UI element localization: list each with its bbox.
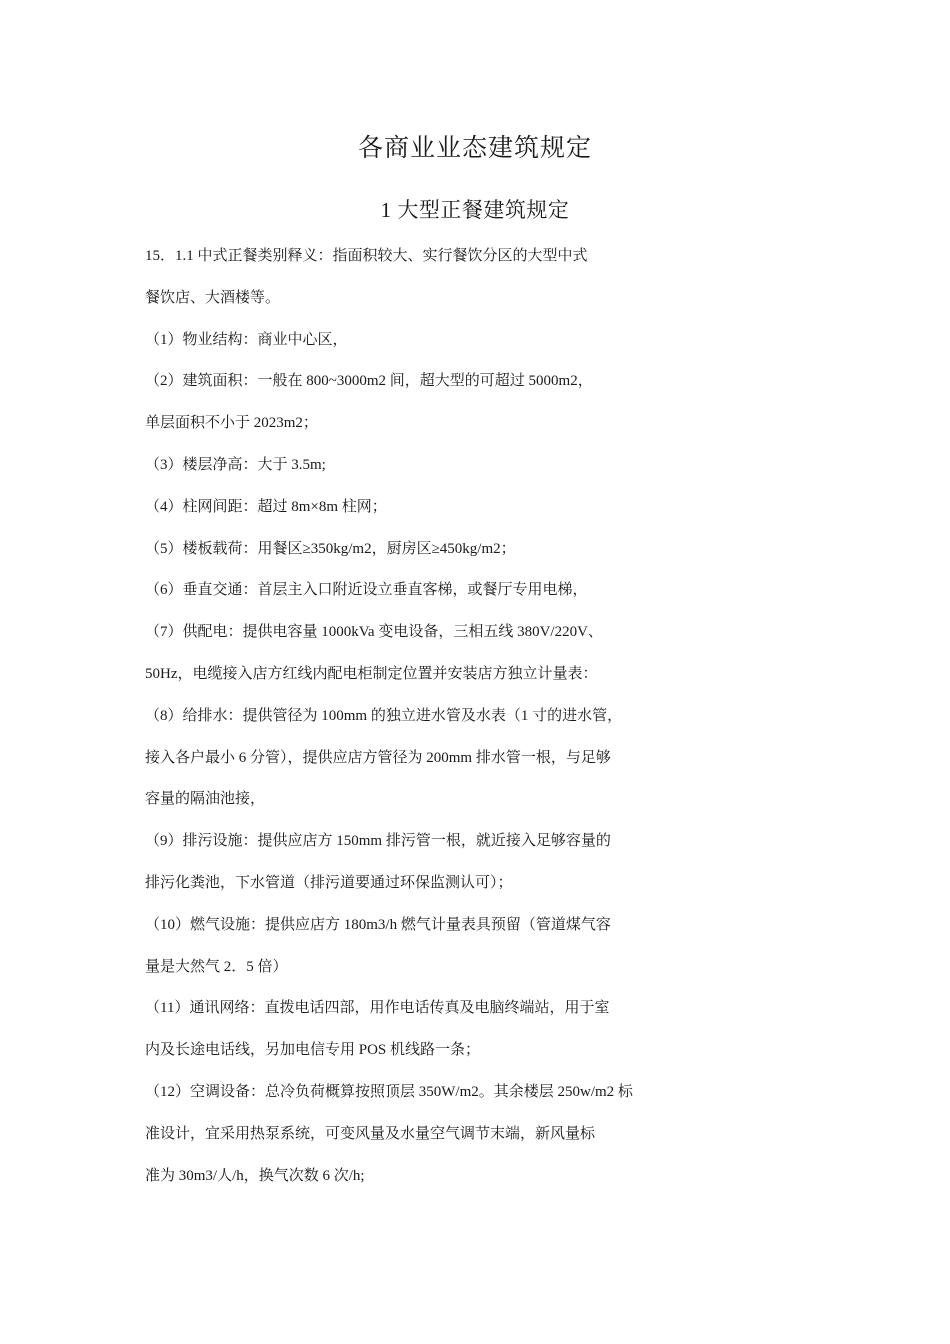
- body-line: （1）物业结构：商业中心区，: [145, 331, 348, 348]
- body-line: 准设计，宜采用热泵系统，可变风量及水量空气调节末端，新风量标: [145, 1125, 596, 1142]
- body-line: 量是大然气 2．5 倍）: [145, 958, 288, 975]
- body-line: 餐饮店、大酒楼等。: [145, 289, 281, 306]
- body-line: （11）通讯网络：直拨电话四部，用作电话传真及电脑终端站，用于室: [145, 1000, 610, 1017]
- body-line: （10）燃气设施：提供应店方 180m3/h 燃气计量表具预留（管道煤气容: [145, 916, 611, 933]
- body-line: （12）空调设备：总冷负荷概算按照顶层 350W/m2。其余楼层 250w/m2 标: [145, 1083, 633, 1100]
- body-line: 单层面积不小于 2023m2；: [145, 415, 318, 432]
- section-heading: 1 大型正餐建筑规定: [380, 198, 570, 222]
- body-line: 接入各户最小 6 分管），提供应店方管径为 200mm 排水管一根，与足够: [145, 749, 611, 766]
- body-line: （3）楼层净高：大于 3.5m;: [145, 456, 326, 473]
- body-line: （9）排污设施：提供应店方 150mm 排污管一根，就近接入足够容量的: [145, 833, 611, 850]
- body-line: （7）供配电：提供电容量 1000kVa 变电设备，三相五线 380V/220V、: [145, 624, 603, 641]
- document-body: [145, 244, 845, 1205]
- body-line: （2）建筑面积：一般在 800~3000m2 间，超大型的可超过 5000m2，: [145, 373, 593, 390]
- body-line: 准为 30m3/人/h，换气次数 6 次/h;: [145, 1167, 365, 1184]
- body-line: （6）垂直交通：首层主入口附近设立垂直客梯，或餐厅专用电梯，: [145, 582, 588, 599]
- body-line: （4）柱网间距：超过 8m×8m 柱网；: [145, 498, 387, 515]
- body-line: （5）楼板载荷：用餐区≥350kg/m2，厨房区≥450kg/m2；: [145, 540, 516, 557]
- body-line: 50Hz，电缆接入店方红线内配电柜制定位置并安装店方独立计量表：: [145, 665, 598, 682]
- body-line: 15．1.1 中式正餐类别释义：指面积较大、实行餐饮分区的大型中式: [145, 248, 588, 264]
- document-title: 各商业业态建筑规定: [357, 135, 592, 162]
- body-line: 容量的隔油池接，: [145, 791, 266, 808]
- body-line: 内及长途电话线，另加电信专用 POS 机线路一条；: [145, 1042, 481, 1059]
- body-line: 排污化粪池，下水管道（排污道要通过环保监测认可）；: [145, 874, 513, 891]
- body-line: （8）给排水：提供管径为 100mm 的独立进水管及水表（1 寸的进水管，: [145, 707, 623, 724]
